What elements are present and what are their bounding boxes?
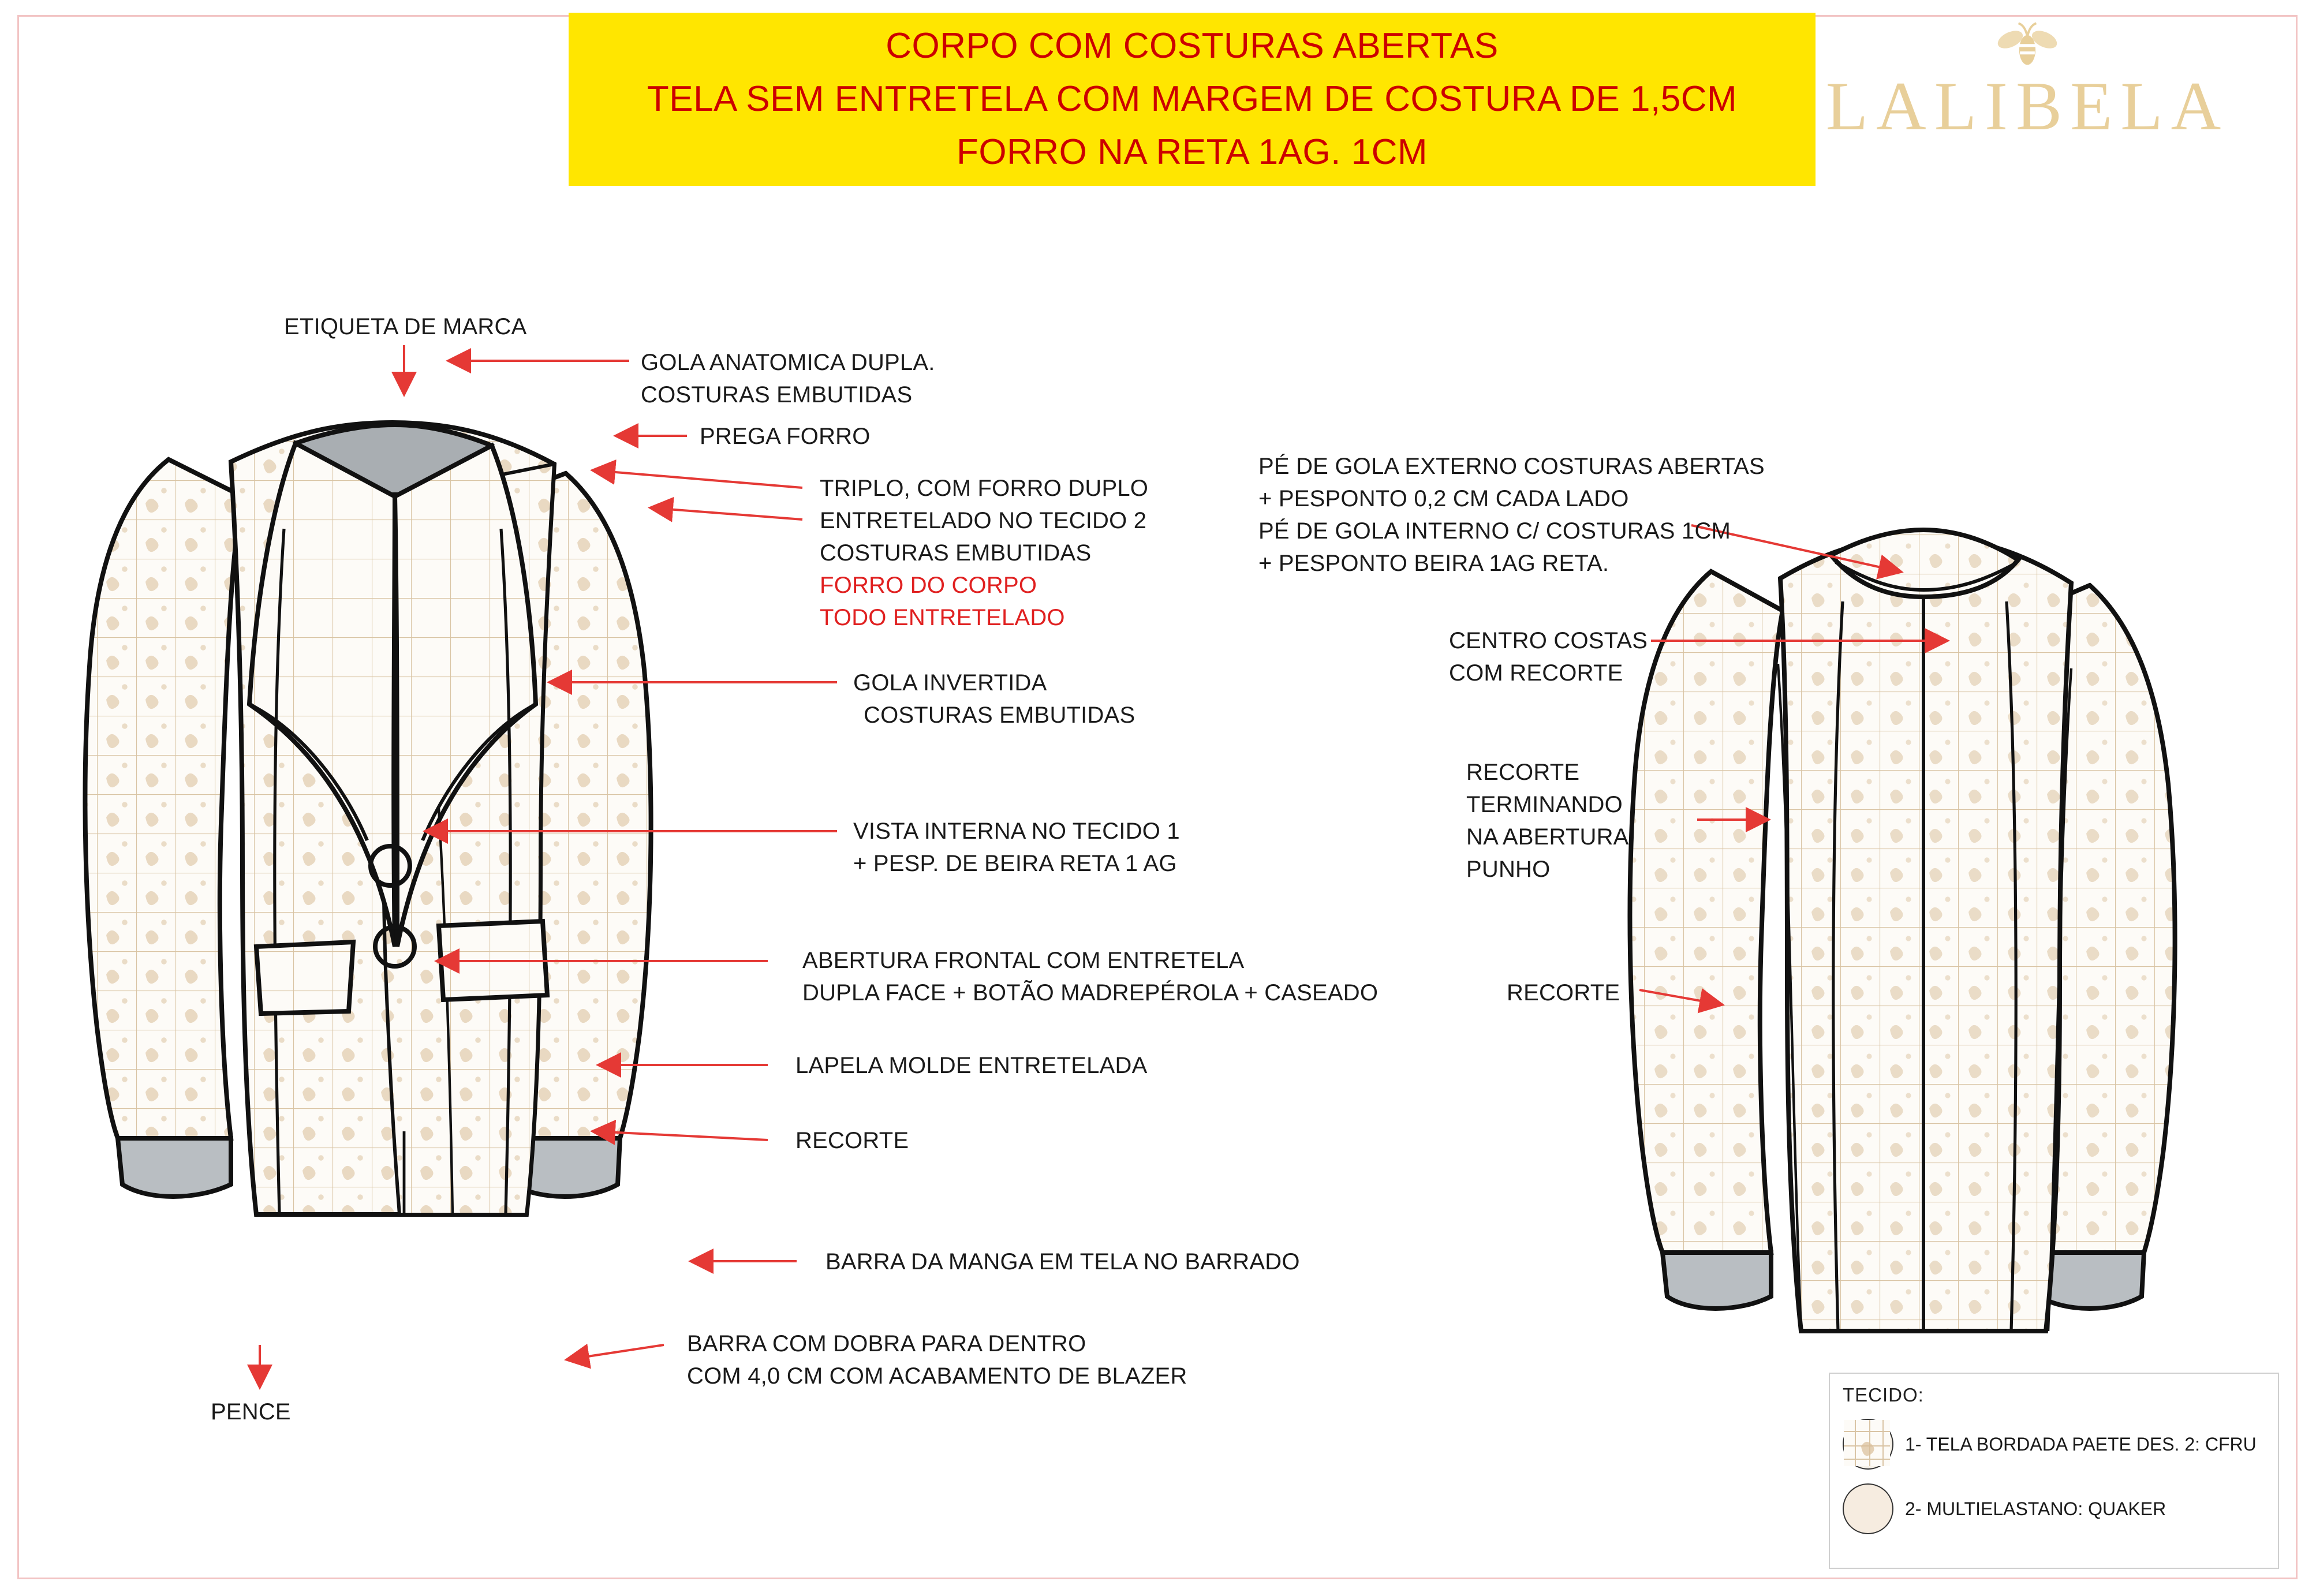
fabric-legend — [1829, 1373, 2279, 1569]
pocket-flap-right — [439, 921, 547, 1000]
embroidered-fabric-swatch — [1843, 1419, 1893, 1470]
note-lining-red: FORRO DO CORPO TODO ENTRETELADO — [820, 573, 1065, 630]
bee-icon — [1990, 17, 2065, 69]
legend-item-label: 2- MULTIELASTANO: QUAKER — [1905, 1498, 2166, 1519]
pocket-flap-left — [256, 942, 353, 1014]
note-inner-view: VISTA INTERNA NO TECIDO 1 + PESP. DE BEIRA RETA 1 AG — [853, 818, 1180, 876]
note-cut-front: RECORTE — [795, 1128, 909, 1153]
note-triple: TRIPLO, COM FORRO DUPLO ENTRETELADO NO TECIDO 2 COSTURAS EMBUTIDAS — [820, 476, 1149, 566]
note-hem: BARRA COM DOBRA PARA DENTRO COM 4,0 CM COM ACABAMENTO DE BLAZER — [687, 1331, 1187, 1389]
note-collar: GOLA ANATOMICA DUPLA. COSTURAS EMBUTIDAS — [641, 350, 935, 408]
note-cut-back: RECORTE — [1507, 980, 1620, 1006]
note-brand-label: ETIQUETA DE MARCA — [284, 314, 527, 339]
legend-title: TECIDO: — [1843, 1384, 1924, 1406]
note-inverted-collar: GOLA INVERTIDA COSTURAS EMBUTIDAS — [853, 670, 1135, 728]
note-center-back: CENTRO COSTAS COM RECORTE — [1449, 628, 1648, 686]
note-lapel: LAPELA MOLDE ENTRETELADA — [795, 1053, 1148, 1078]
title-line-3: FORRO NA RETA 1AG. 1CM — [956, 132, 1428, 172]
brand-name: LALIBELA — [1825, 68, 2229, 144]
note-sleeve-hem: BARRA DA MANGA EM TELA NO BARRADO — [825, 1249, 1300, 1274]
brand-logo — [1794, 17, 2261, 185]
legend-item-label: 1- TELA BORDADA PAETE DES. 2: CFRU — [1905, 1434, 2257, 1455]
jacket-back-illustration — [1605, 456, 2228, 1356]
title-banner — [569, 13, 1816, 186]
title-line-2: TELA SEM ENTRETELA COM MARGEM DE COSTURA DE 1,5CM — [647, 79, 1738, 119]
note-cut-ending: RECORTE TERMINANDO NA ABERTURA PUNHO — [1466, 760, 1629, 882]
plain-fabric-swatch — [1843, 1483, 1893, 1534]
note-lining-pleat: PREGA FORRO — [700, 424, 871, 449]
legend-item — [1843, 1419, 2265, 1470]
note-collar-stand: PÉ DE GOLA EXTERNO COSTURAS ABERTAS + PESPONTO 0,2 CM CADA LADO PÉ DE GOLA INTERNO C/ COSTURAS 1CM + PESPONTO BEIRA 1AG RETA. — [1258, 454, 1765, 576]
title-line-1: CORPO COM COSTURAS ABERTAS — [886, 26, 1499, 66]
note-dart: PENCE — [211, 1399, 291, 1425]
note-front-opening: ABERTURA FRONTAL COM ENTRETELA DUPLA FACE + BOTÃO MADREPÉROLA + CASEADO — [802, 948, 1379, 1006]
jacket-front-illustration — [58, 323, 750, 1362]
legend-item — [1843, 1483, 2265, 1534]
